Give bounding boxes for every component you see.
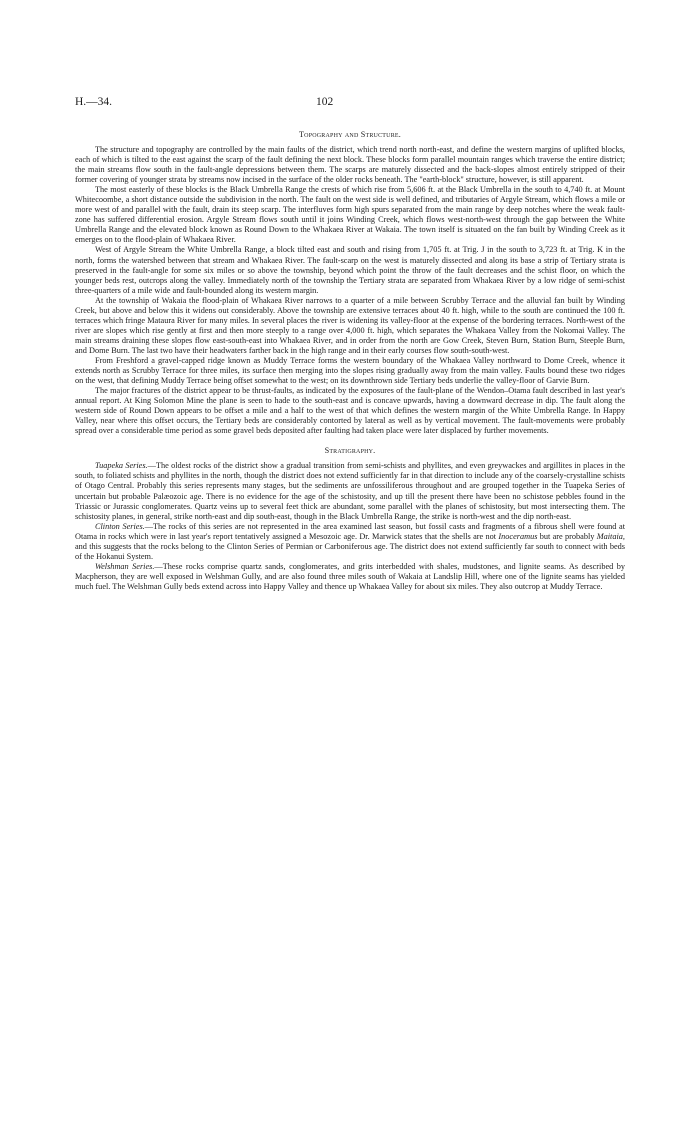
series-title: Tuapeka Series. — [95, 461, 148, 471]
paragraph: The structure and topography are controlled by the main faults of the district, which trend north north-east, and define the western margins of uplifted blocks, each of which is tilted to the east against the scarp of the fault defining the next block. These blocks form parallel mountain ranges which traverse the entire district; the main streams flow south in the fault-angle depressions between them. The scarps are maturely dissected and the back-slopes almost entirely stripped of their former covering of younger strata by streams now incised in the surface of the older rocks beneath. The "earth-block" structure, however, is still apparent. — [75, 145, 625, 185]
paragraph-text: —The rocks of this series are not represented in the area examined last season, but fossil casts and fragments of a fibrous shell were found at Otama in rocks which were in last year's report tentatively assigned a Mesozoic age. Dr. Marwick states that the shells are not — [75, 521, 626, 541]
paragraph-text: , and this suggests that the rocks belong to the Clinton Series of Permian or Carboniferous age. The district does not extend sufficiently far south to connect with beds of the Hokanui System. — [75, 531, 625, 561]
paragraph-welshman — [75, 562, 625, 592]
paragraph-text: —The oldest rocks of the district show a gradual transition from semi-schists and phyllites, and even greywackes and argillites in places in the south, to foliated schists and phyllites in the north, though the district does not extend sufficiently far in that direction to include any of the coarsely-crystalline schists of Otago Central. Probably this series represents many stages, but the sediments are unfossiliferous throughout and are grouped together in the Tuapeka Series of uncertain but probable Palæozoic age. There is no evidence for the age of the schistosity, and up till the present there have been no schistose pebbles found in the Triassic or Jurassic conglomerates. Quartz veins up to several feet thick are abundant, some parallel with the planes of schistosity, but most intersecting them. The schistosity planes, in general, strike north-east and dip south-east, though in the Black Umbrella Range, the strike is north-west and the dip north-east. — [75, 461, 626, 521]
report-reference: H.—34. — [75, 96, 113, 108]
paragraph-text: but are probably — [537, 531, 597, 541]
paragraph-text: —These rocks comprise quartz sands, conglomerates, and grits interbedded with shales, mudstones, and lignite seams. As described by Macpherson, they are well exposed in Welshman Gully, and are also found three miles south of Wakaia at Landslip Hill, where one of the lignite seams has yielded much fuel. The Welshman Gully beds extend across into Happy Valley and thence up Whakaea Valley for about six miles. They also outcrop at Muddy Terrace. — [75, 561, 625, 591]
page-header — [75, 96, 625, 112]
paragraph: The most easterly of these blocks is the Black Umbrella Range the crests of which rise from 5,606 ft. at the Black Umbrella in the south to 4,740 ft. at Mount Whitecoombe, a short distance outside the subdivision in the north. The fault on the west side is well defined, and tributaries of Argyle Stream, which flows a mile or more west of and parallel with the fault, drain its steep scarp. The interfluves form high spurs separated from the main range by deep notches where the weak fault-zone has suffered differential erosion. Argyle Stream flows south until it joins Winding Creek, which flows west-north-west through the gap between the White Umbrella Range and the elevated block known as Round Down to the Whakaea River at Wakaia. The town itself is situated on the fan built by Winding Creek as it emerges on to the flood-plain of Whakaea River. — [75, 185, 625, 245]
taxon-name: Inoceramus — [498, 531, 538, 541]
series-title: Clinton Series. — [95, 521, 145, 531]
section-heading-stratigraphy: Stratigraphy. — [324, 446, 376, 456]
stratigraphy-section — [75, 461, 625, 592]
paragraph-tuapeka — [75, 461, 625, 521]
paragraph: The major fractures of the district appear to be thrust-faults, as indicated by the exposures of the fault-plane of the Wendon–Otama fault described in last year's annual report. At King Solomon Mine the plane is seen to hade to the south-east and is concave upwards, having a downward decrease in dip. The fault along the western side of Round Down appears to be offset a mile and a half to the west of that which defines the western margin of the White Umbrella Range. In Happy Valley, near where this offset occurs, the Tertiary beds are considerably contorted by lateral as well as by vertical movement. The fault-movements were probably spread over a considerable time period as some gravel beds deposited after faulting had taken place were later displaced by further movements. — [75, 386, 625, 436]
series-title: Welshman Series. — [95, 561, 155, 571]
section-heading-topography: Topography and Structure. — [298, 130, 402, 139]
paragraph-clinton — [75, 522, 625, 562]
page-number: 102 — [316, 96, 334, 108]
taxon-name: Maitaia — [596, 531, 623, 541]
document-page — [75, 96, 625, 592]
paragraph: At the township of Wakaia the flood-plain of Whakaea River narrows to a quarter of a mile between Scrubby Terrace and the alluvial fan built by Winding Creek, but above and below this it widens out considerably. Above the township are extensive terraces about 40 ft. high, while to the south are continued the 100 ft. terraces which fringe Mataura River for many miles. In several places the river is widening its valley-floor at the expense of the bordering terraces. North-west of the river are slopes which rise gently at first and then more steeply to a range over 4,000 ft. high, which separates the Whakaea Valley from the Nokomai Valley. The main streams draining these slopes flow east-south-east into Whakaea River, and in order from the north are Gow Creek, Steven Burn, Station Burn, Steeple Burn, and Dome Burn. The last two have their headwaters farther back in the high range and in their early courses flow south-south-west. — [75, 295, 625, 355]
topography-section — [75, 145, 625, 436]
paragraph: West of Argyle Stream the White Umbrella Range, a block tilted east and south and rising from 1,705 ft. at Trig. J in the south to 3,723 ft. at Trig. K in the north, forms the watershed between that stream and Whakaea River. The fault-scarp on the west is maturely dissected and along its base a strip of Tertiary strata is preserved in the fault-angle for some six miles or so above the township, beyond which point the throw of the fault decreases and the schist floor, on which the younger beds rest, outcrops along the valley. Immediately north of the township the Tertiary strata are separated from Whakaea River by a low ridge of semi-schist three-quarters of a mile wide and fault-bounded along its western margin. — [75, 245, 625, 295]
paragraph: From Freshford a gravel-capped ridge known as Muddy Terrace forms the western boundary of the Whakaea Valley northward to Dome Creek, whence it extends north as Scrubby Terrace for three miles, its surface then merging into the slopes rising gradually away from the main valley. Faults bound these two ridges on the west, that defining Muddy Terrace being offset somewhat to the west; on its downthrown side Tertiary beds underlie the valley-floor of Garvie Burn. — [75, 355, 625, 386]
